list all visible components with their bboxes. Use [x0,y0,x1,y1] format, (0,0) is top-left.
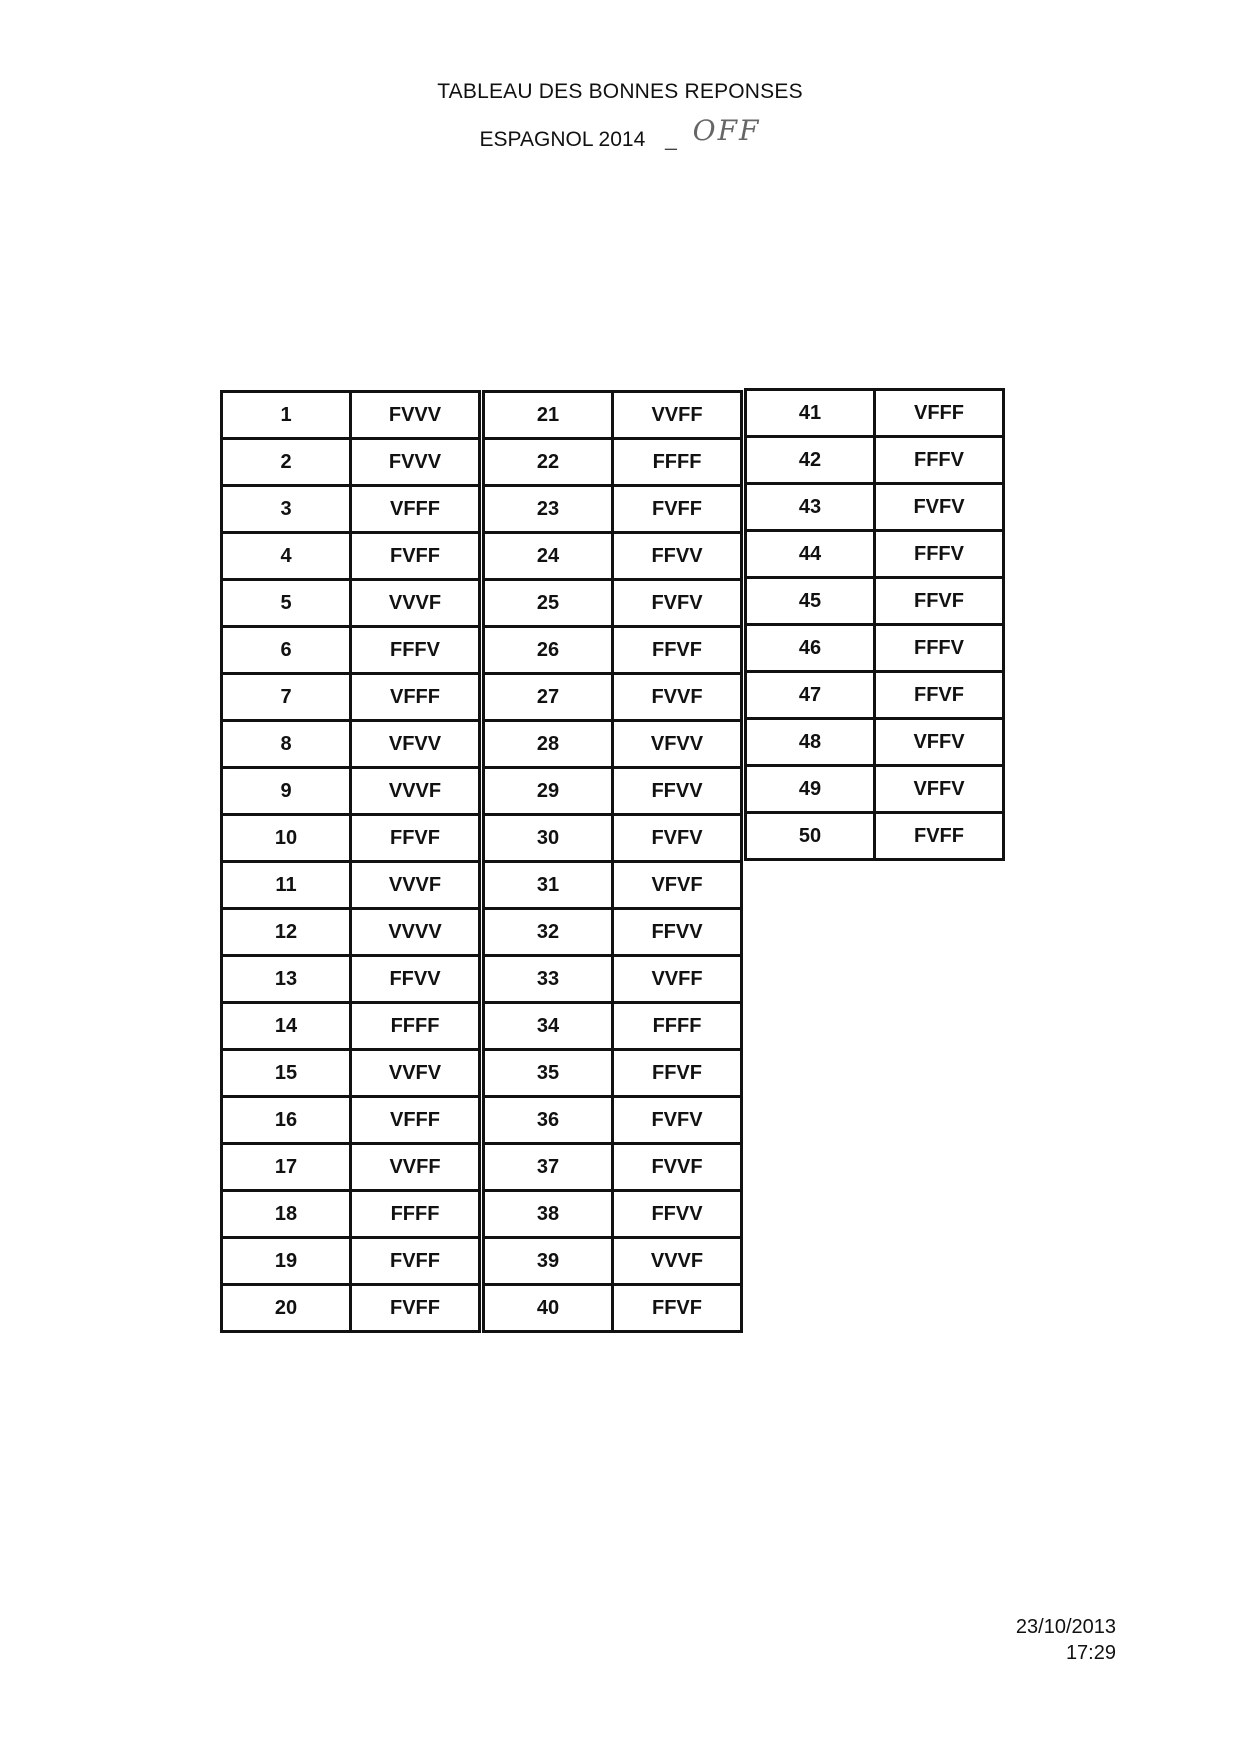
page-title: TABLEAU DES BONNES REPONSES [437,80,803,103]
correct-answer: FVVF [613,674,742,721]
question-number: 33 [484,956,613,1003]
answer-row [222,627,480,674]
answer-row [222,956,480,1003]
answer-row [746,531,1004,578]
answer-row [484,674,742,721]
question-number: 5 [222,580,351,627]
answer-row [484,909,742,956]
question-number: 21 [484,392,613,439]
answer-row [484,1238,742,1285]
correct-answer: FVFV [613,815,742,862]
correct-answer: VVFF [351,1144,480,1191]
question-number: 10 [222,815,351,862]
answer-row [222,674,480,721]
answers-table-41-50 [744,388,1005,861]
answer-row [484,1097,742,1144]
question-number: 41 [746,390,875,437]
question-number: 27 [484,674,613,721]
correct-answer: FVFF [351,1238,480,1285]
question-number: 13 [222,956,351,1003]
correct-answer: FFFV [875,437,1004,484]
question-number: 24 [484,533,613,580]
question-number: 44 [746,531,875,578]
question-number: 50 [746,813,875,860]
answer-row [222,1144,480,1191]
answer-row [484,439,742,486]
handwritten-note: OFF [692,114,761,147]
question-number: 26 [484,627,613,674]
correct-answer: FVVV [351,392,480,439]
correct-answer: FFVF [351,815,480,862]
answer-row [222,815,480,862]
answer-row [484,862,742,909]
question-number: 46 [746,625,875,672]
correct-answer: VVFF [613,392,742,439]
correct-answer: VFFF [875,390,1004,437]
correct-answer: FFVV [613,909,742,956]
answer-row [484,1050,742,1097]
correct-answer: FFFF [613,1003,742,1050]
answer-row [222,721,480,768]
correct-answer: VFVV [613,721,742,768]
correct-answer: VFFF [351,674,480,721]
question-number: 38 [484,1191,613,1238]
question-number: 25 [484,580,613,627]
question-number: 16 [222,1097,351,1144]
answer-row [746,625,1004,672]
correct-answer: FVVF [613,1144,742,1191]
question-number: 34 [484,1003,613,1050]
subtitle-separator: _ [665,128,677,151]
correct-answer: FVFF [613,486,742,533]
question-number: 18 [222,1191,351,1238]
correct-answer: VVVF [613,1238,742,1285]
correct-answer: VVVV [351,909,480,956]
correct-answer: VVVF [351,580,480,627]
answers-table-21-40 [482,390,743,1333]
correct-answer: FFFF [351,1003,480,1050]
question-number: 29 [484,768,613,815]
answer-row [222,1191,480,1238]
correct-answer: FVFV [875,484,1004,531]
correct-answer: VFFV [875,766,1004,813]
answer-row [222,392,480,439]
answer-row [484,392,742,439]
question-number: 22 [484,439,613,486]
correct-answer: FFFF [613,439,742,486]
question-number: 39 [484,1238,613,1285]
answers-table-1-20 [220,390,481,1333]
answer-row [484,533,742,580]
question-number: 49 [746,766,875,813]
question-number: 30 [484,815,613,862]
page-subtitle: ESPAGNOL 2014 [479,128,646,151]
correct-answer: FFVF [613,1050,742,1097]
correct-answer: FFVV [613,768,742,815]
question-number: 31 [484,862,613,909]
answer-row [746,578,1004,625]
question-number: 36 [484,1097,613,1144]
answer-row [222,1003,480,1050]
answer-row [746,813,1004,860]
page-subtitle-line [0,114,1240,153]
correct-answer: VVFF [613,956,742,1003]
answer-row [484,486,742,533]
correct-answer: FFVF [613,627,742,674]
correct-answer: FFVF [613,1285,742,1332]
answer-row [222,768,480,815]
answer-row [484,580,742,627]
question-number: 4 [222,533,351,580]
correct-answer: FFFV [875,531,1004,578]
correct-answer: FVFF [351,1285,480,1332]
question-number: 37 [484,1144,613,1191]
correct-answer: VFFF [351,1097,480,1144]
answer-row [222,533,480,580]
stamp-date: 23/10/2013 [1015,1616,1116,1638]
answer-row [484,721,742,768]
question-number: 47 [746,672,875,719]
correct-answer: FFFV [875,625,1004,672]
question-number: 11 [222,862,351,909]
answer-row [222,1285,480,1332]
answer-row [746,672,1004,719]
correct-answer: VFFV [875,719,1004,766]
question-number: 8 [222,721,351,768]
question-number: 3 [222,486,351,533]
correct-answer: VVFV [351,1050,480,1097]
correct-answer: FFFV [351,627,480,674]
question-number: 7 [222,674,351,721]
question-number: 2 [222,439,351,486]
answer-row [484,815,742,862]
correct-answer: FVFV [613,1097,742,1144]
correct-answer: FVVV [351,439,480,486]
answer-row [484,768,742,815]
answer-row [222,909,480,956]
correct-answer: FVFF [875,813,1004,860]
answer-row [746,390,1004,437]
correct-answer: FVFF [351,533,480,580]
answer-row [222,862,480,909]
correct-answer: FFVV [613,533,742,580]
answer-row [484,627,742,674]
question-number: 20 [222,1285,351,1332]
question-number: 17 [222,1144,351,1191]
question-number: 40 [484,1285,613,1332]
correct-answer: FVFV [613,580,742,627]
question-number: 43 [746,484,875,531]
answer-row [222,580,480,627]
answer-row [484,1285,742,1332]
question-number: 12 [222,909,351,956]
correct-answer: FFVF [875,578,1004,625]
answer-row [746,766,1004,813]
answer-row [484,1191,742,1238]
correct-answer: VVVF [351,862,480,909]
answer-row [222,1097,480,1144]
question-number: 9 [222,768,351,815]
answer-row [222,486,480,533]
date-stamp [1016,1614,1116,1666]
question-number: 42 [746,437,875,484]
answer-row [746,719,1004,766]
question-number: 15 [222,1050,351,1097]
answer-row [746,437,1004,484]
answer-row [484,956,742,1003]
answer-row [484,1003,742,1050]
correct-answer: VVVF [351,768,480,815]
question-number: 45 [746,578,875,625]
answer-row [222,439,480,486]
correct-answer: FFVV [351,956,480,1003]
answer-row [222,1050,480,1097]
correct-answer: VFVV [351,721,480,768]
question-number: 48 [746,719,875,766]
answer-row [746,484,1004,531]
stamp-time: 17:29 [1065,1642,1116,1664]
correct-answer: FFFF [351,1191,480,1238]
question-number: 23 [484,486,613,533]
question-number: 19 [222,1238,351,1285]
question-number: 1 [222,392,351,439]
question-number: 6 [222,627,351,674]
answer-row [484,1144,742,1191]
correct-answer: VFFF [351,486,480,533]
correct-answer: FFVF [875,672,1004,719]
answer-row [222,1238,480,1285]
question-number: 28 [484,721,613,768]
question-number: 35 [484,1050,613,1097]
question-number: 32 [484,909,613,956]
question-number: 14 [222,1003,351,1050]
correct-answer: FFVV [613,1191,742,1238]
correct-answer: VFVF [613,862,742,909]
